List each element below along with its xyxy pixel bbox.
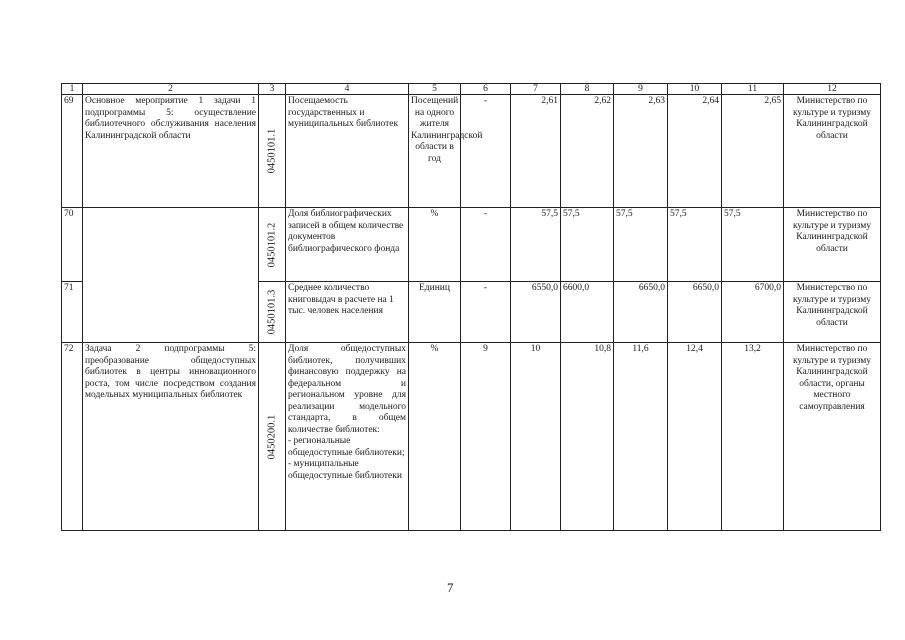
value-cell: 6650,0 — [614, 282, 668, 343]
indicator-cell: Посещаемость государственных и муниципальных библиотек — [286, 95, 409, 208]
value-cell: 57,5 — [668, 208, 722, 282]
row-number: 69 — [62, 95, 83, 208]
value-cell: 10,8 — [561, 343, 614, 531]
code-cell — [259, 95, 286, 208]
value-cell: 2,62 — [561, 95, 614, 208]
value-cell: 57,5 — [511, 208, 561, 282]
indicator-cell: Среднее количество книговыдач в расчете на 1 тыс. человек населения — [286, 282, 409, 343]
col-header: 11 — [722, 84, 784, 95]
value-cell: 6650,0 — [668, 282, 722, 343]
col-header: 7 — [511, 84, 561, 95]
responsible-cell: Министерство по культуре и туризму Калининградской области — [784, 95, 881, 208]
col-header: 12 — [784, 84, 881, 95]
value-cell: 2,64 — [668, 95, 722, 208]
col-header: 2 — [83, 84, 259, 95]
base-value: - — [461, 95, 511, 208]
indicator-cell: Доля библиографических записей в общем количестве документов библиографического фонда — [286, 208, 409, 282]
code-cell — [259, 343, 286, 531]
unit-cell: % — [409, 208, 461, 282]
col-header: 8 — [561, 84, 614, 95]
value-cell: 6550,0 — [511, 282, 561, 343]
col-header: 6 — [461, 84, 511, 95]
code-text: 0450101.2 — [266, 222, 278, 267]
value-cell: 2,65 — [722, 95, 784, 208]
base-value: - — [461, 282, 511, 343]
indicator-cell — [286, 343, 409, 531]
unit-cell: Единиц — [409, 282, 461, 343]
value-cell: 11,6 — [614, 343, 668, 531]
code-cell — [259, 208, 286, 282]
indicator-main: Доля общедоступных библиотек, получивших финансовую поддержку на федеральном и региональном уровне для реализации модельного стандарта, в общем количестве библиотек: — [288, 344, 406, 435]
value-cell: 57,5 — [614, 208, 668, 282]
unit-cell: % — [409, 343, 461, 531]
responsible-cell: Министерство по культуре и туризму Калининградской области, органы местного самоуправления — [784, 343, 881, 531]
value-cell: 12,4 — [668, 343, 722, 531]
value-cell: 57,5 — [722, 208, 784, 282]
responsible-cell: Министерство по культуре и туризму Калининградской области — [784, 282, 881, 343]
row-number: 70 — [62, 208, 83, 282]
code-text: 0450101.3 — [266, 289, 278, 335]
col-header: 5 — [409, 84, 461, 95]
value-cell: 13,2 — [722, 343, 784, 531]
value-cell: 2,63 — [614, 95, 668, 208]
table-row — [62, 343, 881, 531]
col-header: 3 — [259, 84, 286, 95]
value-cell: 10 — [511, 343, 561, 531]
indicator-sub: - муниципальные общедоступные библиотеки — [288, 459, 402, 481]
table-row — [62, 208, 881, 282]
col-header: 9 — [614, 84, 668, 95]
event-cell: Основное мероприятие 1 задачи 1 подпрограммы 5: осуществление библиотечного обслуживания населения Калининградской области — [83, 95, 259, 208]
code-text: 0450101.1 — [266, 128, 278, 174]
value-cell: 6600,0 — [561, 282, 614, 343]
value-cell: 6700,0 — [722, 282, 784, 343]
col-header: 1 — [62, 84, 83, 95]
unit-cell: Посещений на одного жителя Калининградской области в год — [409, 95, 461, 208]
row-number: 72 — [62, 343, 83, 531]
code-cell — [259, 282, 286, 343]
page-number: 7 — [447, 580, 454, 595]
table-row — [62, 95, 881, 208]
value-cell: 2,61 — [511, 95, 561, 208]
header-row — [62, 84, 881, 95]
event-cell-empty — [83, 208, 259, 343]
col-header: 10 — [668, 84, 722, 95]
col-header: 4 — [286, 84, 409, 95]
event-cell: Задача 2 подпрограммы 5: преобразование общедоступных библиотек в центры инновационного роста, том числе посредством создания модельных муниципальных библиотек — [83, 343, 259, 531]
base-value: 9 — [461, 343, 511, 531]
base-value: - — [461, 208, 511, 282]
row-number: 71 — [62, 282, 83, 343]
code-text: 0450200.1 — [266, 414, 278, 459]
indicators-table — [61, 83, 881, 531]
indicator-sub: - региональные общедоступные библиотеки; — [288, 436, 405, 458]
responsible-cell: Министерство по культуре и туризму Калининградской области — [784, 208, 881, 282]
value-cell: 57,5 — [561, 208, 614, 282]
